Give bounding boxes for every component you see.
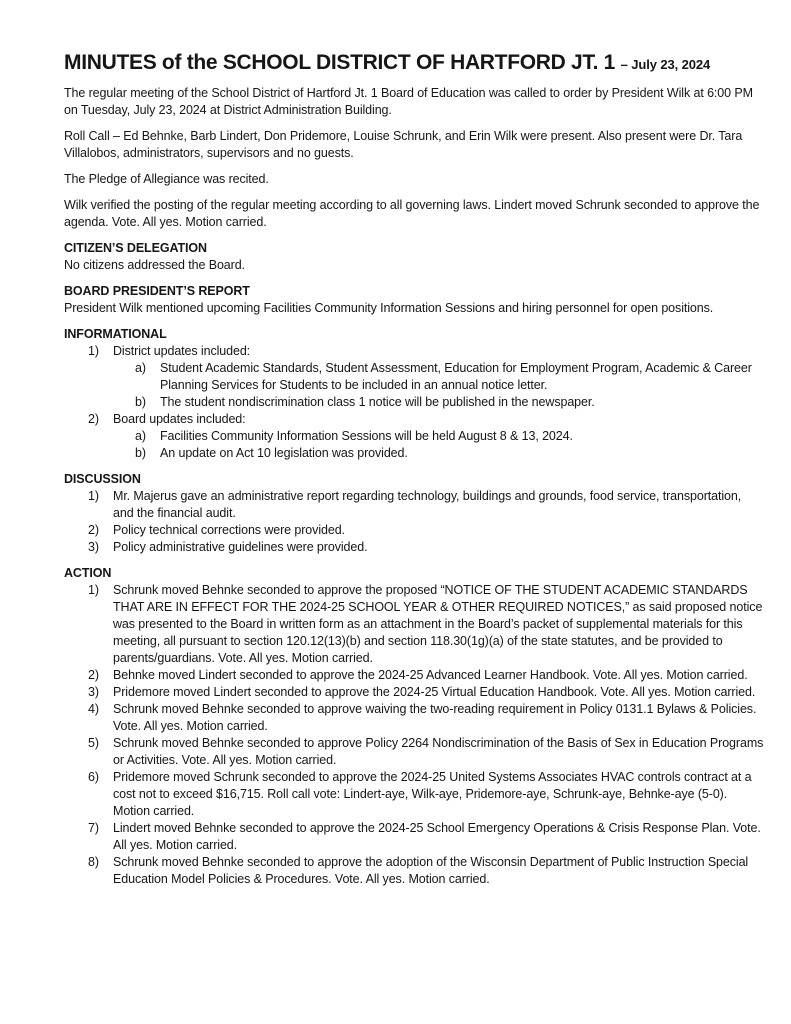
list-item-text: Schrunk moved Behnke seconded to approve the proposed “NOTICE OF THE STUDENT ACADEMIC STANDARDS THAT ARE IN EFFECT FOR THE 2024-25 SCHOOL YEAR & OTHER REQUIRED NOTICES,” as said proposed notice was presented to the Board in written form as an attachment in the Board’s packet of supplemental materials for this meeting, all pursuant to section 120.12(13)(b) and section 118.30(1g)(a) of the state statutes, and be provided to parents/guardians. Vote. All yes. Motion carried. xyxy=(113,583,763,665)
sub-list-item xyxy=(64,445,764,462)
list-item-text: Student Academic Standards, Student Assessment, Education for Employment Program, Academic & Career Planning Services for Students to be included in an annual notice letter. xyxy=(160,361,752,392)
list-item xyxy=(64,411,764,428)
list-marker: b) xyxy=(135,446,146,460)
list-item xyxy=(64,701,764,735)
heading-informational: INFORMATIONAL xyxy=(64,327,167,341)
list-item-text: Pridemore moved Schrunk seconded to approve the 2024-25 United Systems Associates HVAC controls contract at a cost not to exceed $16,715. Roll call vote: Lindert-aye, Wilk-aye, Pridemore-aye, Schrunk-aye, Behnke-aye (5-0). Motion carried. xyxy=(113,770,752,818)
paragraph-opening: The regular meeting of the School District of Hartford Jt. 1 Board of Education was called to order by President Wilk at 6:00 PM on Tuesday, July 23, 2024 at District Administration Building. xyxy=(64,86,753,117)
paragraph-agenda: Wilk verified the posting of the regular meeting according to all governing laws. Lindert moved Schrunk seconded to approve the agenda. Vote. All yes. Motion carried. xyxy=(64,198,760,229)
list-item-text: District updates included: xyxy=(113,344,251,358)
heading-citizens-delegation: CITIZEN’S DELEGATION xyxy=(64,241,207,255)
list-marker: 5) xyxy=(88,736,99,750)
list-item xyxy=(64,667,764,684)
informational-list xyxy=(64,343,764,462)
list-item xyxy=(64,343,764,360)
list-marker: 7) xyxy=(88,821,99,835)
list-item-text: Mr. Majerus gave an administrative report regarding technology, buildings and grounds, food service, transportation, and the financial audit. xyxy=(113,489,742,520)
sub-list-item xyxy=(64,360,764,394)
list-marker: 2) xyxy=(88,668,99,682)
list-item-text: Schrunk moved Behnke seconded to approve waiving the two-reading requirement in Policy 0131.1 Bylaws & Policies. Vote. All yes. Motion carried. xyxy=(113,702,757,733)
list-item xyxy=(64,820,764,854)
list-item xyxy=(64,769,764,820)
heading-discussion: DISCUSSION xyxy=(64,472,141,486)
list-item-text: An update on Act 10 legislation was provided. xyxy=(160,446,408,460)
list-item-text: Policy technical corrections were provided. xyxy=(113,523,345,537)
list-marker: 1) xyxy=(88,344,99,358)
list-item xyxy=(64,854,764,888)
list-marker: 1) xyxy=(88,583,99,597)
list-marker: 2) xyxy=(88,412,99,426)
action-list xyxy=(64,582,764,888)
list-item-text: Behnke moved Lindert seconded to approve the 2024-25 Advanced Learner Handbook. Vote. All yes. Motion carried. xyxy=(113,668,748,682)
list-item-text: Schrunk moved Behnke seconded to approve the adoption of the Wisconsin Department of Public Instruction Special Education Model Policies & Procedures. Vote. All yes. Motion carried. xyxy=(113,855,749,886)
paragraph-board-presidents-report: President Wilk mentioned upcoming Facilities Community Information Sessions and hiring personnel for open positions. xyxy=(64,301,714,315)
list-item-text: Facilities Community Information Sessions will be held August 8 & 13, 2024. xyxy=(160,429,573,443)
list-marker: 6) xyxy=(88,770,99,784)
list-marker: a) xyxy=(135,429,146,443)
list-marker: 4) xyxy=(88,702,99,716)
list-marker: a) xyxy=(135,361,146,375)
list-item xyxy=(64,582,764,667)
heading-board-presidents-report: BOARD PRESIDENT’S REPORT xyxy=(64,284,250,298)
page-title xyxy=(64,50,764,78)
heading-action: ACTION xyxy=(64,566,112,580)
list-item xyxy=(64,488,764,522)
list-marker: 3) xyxy=(88,540,99,554)
paragraph-pledge: The Pledge of Allegiance was recited. xyxy=(64,172,269,186)
list-item-text: Policy administrative guidelines were provided. xyxy=(113,540,368,554)
list-item xyxy=(64,539,764,556)
list-marker: 8) xyxy=(88,855,99,869)
list-item-text: Lindert moved Behnke seconded to approve the 2024-25 School Emergency Operations & Crisis Response Plan. Vote. All yes. Motion carried. xyxy=(113,821,761,852)
list-item-text: Schrunk moved Behnke seconded to approve Policy 2264 Nondiscrimination of the Basis of Sex in Education Programs or Activities. Vote. All yes. Motion carried. xyxy=(113,736,764,767)
list-item xyxy=(64,735,764,769)
list-marker: 1) xyxy=(88,489,99,503)
list-marker: b) xyxy=(135,395,146,409)
list-item xyxy=(64,684,764,701)
paragraph-roll-call: Roll Call – Ed Behnke, Barb Lindert, Don Pridemore, Louise Schrunk, and Erin Wilk were present. Also present were Dr. Tara Villalobos, administrators, supervisors and no guests. xyxy=(64,129,743,160)
list-item xyxy=(64,522,764,539)
list-item-text: The student nondiscrimination class 1 notice will be published in the newspaper. xyxy=(160,395,595,409)
list-marker: 3) xyxy=(88,685,99,699)
list-marker: 2) xyxy=(88,523,99,537)
list-item-text: Pridemore moved Lindert seconded to approve the 2024-25 Virtual Education Handbook. Vote. All yes. Motion carried. xyxy=(113,685,756,699)
sub-list-item xyxy=(64,394,764,411)
page-title-text: MINUTES of the SCHOOL DISTRICT OF HARTFORD JT. 1 xyxy=(64,51,616,74)
sub-list-item xyxy=(64,428,764,445)
paragraph-citizens-delegation: No citizens addressed the Board. xyxy=(64,258,245,272)
list-item-text: Board updates included: xyxy=(113,412,246,426)
title-date: – July 23, 2024 xyxy=(620,57,711,72)
discussion-list xyxy=(64,488,764,556)
